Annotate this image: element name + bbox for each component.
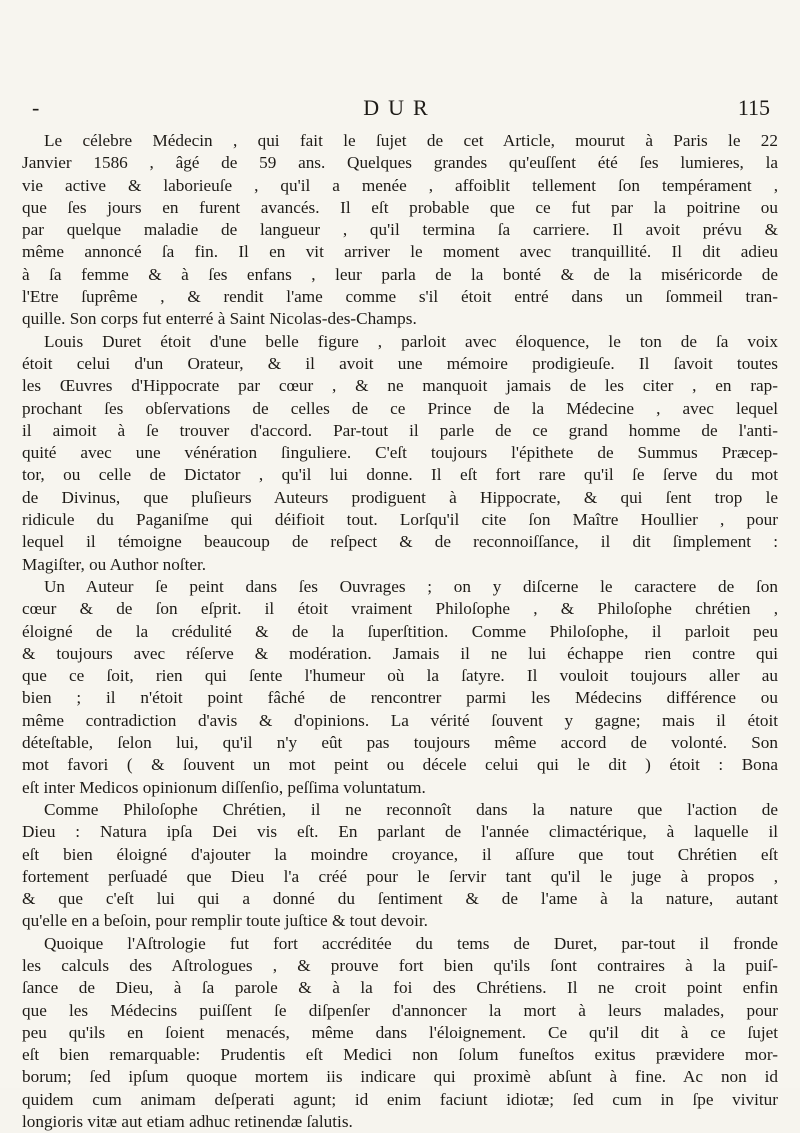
text-line: fortement perſuadé que Dieu l'a créé pour le ſervir tant qu'il le juge à propos , <box>22 866 778 886</box>
text-line: quidem cum animam deſperati agunt; id enim faciunt idiotæ; ſed cum in ſpe vivitur <box>22 1089 778 1109</box>
body-text <box>22 130 778 1133</box>
text-line: même annoncé ſa fin. Il en vit arriver le moment avec tranquillité. Il dit adieu <box>22 242 778 262</box>
text-line: éloigné de la crédulité & de la ſuperſtition. Comme Philoſophe, il parloit peu <box>22 621 778 641</box>
text-line: Le célebre Médecin , qui fait le ſujet de cet Article, mourut à Paris le 22 <box>44 131 778 150</box>
text-line: eſt bien remarquable: Prudentis eſt Medici non ſolum funeſtos exitus prævidere mor- <box>22 1045 778 1065</box>
text-line: & toujours avec réſerve & modération. Jamais il ne lui échappe rien contre qui <box>22 643 778 663</box>
text-line: longioris vitæ aut etiam adhuc retinendæ ſalutis. <box>22 1112 353 1132</box>
page-header <box>28 95 772 127</box>
header-mark: - <box>32 95 40 120</box>
paragraph <box>22 331 778 576</box>
text-line: Quoique l'Aſtrologie fut fort accréditée du tems de Duret, par-tout il fronde <box>44 933 778 953</box>
text-line: que ſes jours en furent avancés. Il eſt probable que ce fut par la poitrine ou <box>22 197 778 217</box>
text-line: Janvier 1586 , âgé de 59 ans. Quelques grandes qu'euſſent été ſes lumieres, la <box>22 153 778 173</box>
text-line: l'Etre ſuprême , & rendit l'ame comme s'il étoit entré dans un ſommeil tran- <box>22 287 778 307</box>
paragraph <box>22 799 778 933</box>
text-line: ſance de Dieu, à ſa parole & à la foi des Chrétiens. Il ne croit point enfin <box>22 978 778 998</box>
text-line: déteſtable, ſelon lui, qu'il n'y eût pas toujours même accord de volonté. Son <box>22 733 778 753</box>
running-head: DUR <box>363 95 437 120</box>
text-line: prochant ſes obſervations de celles de ce Prince de la Médecine , avec lequel <box>22 398 778 418</box>
text-line: Louis Duret étoit d'une belle figure , parloit avec éloquence, le ton de ſa voix <box>44 331 778 351</box>
text-line: Magiſter, ou Author noſter. <box>22 554 207 574</box>
text-line: par quelque maladie de langueur , qu'il termina ſa carriere. Il avoit prévu & <box>22 220 778 240</box>
text-line: étoit celui d'un Orateur, & il avoit une mémoire prodigieuſe. Il ſavoit toutes <box>22 353 778 373</box>
text-line: à ſa femme & à ſes enfans , leur parla de la bonté & de la miséricorde de <box>22 264 778 284</box>
text-line: bien ; il n'étoit point fâché de rencontrer parmi les Médecins différence ou <box>22 688 778 708</box>
text-line: quille. Son corps fut enterré à Saint Nicolas-des-Champs. <box>22 309 417 329</box>
text-line: lequel il témoigne beaucoup de reſpect & de reconnoiſſance, il dit ſimplement : <box>22 532 778 552</box>
text-line: qu'elle en a beſoin, pour remplir toute juſtice & tout devoir. <box>22 911 428 931</box>
text-line: les calculs des Aſtrologues , & prouve fort bien qu'ils ſont contraires à la puiſ- <box>22 955 778 975</box>
text-line: mot favori ( & ſouvent un mot peint ou décele celui qui le dit ) étoit : Bona <box>22 755 778 775</box>
text-line: & que c'eſt lui qui a donné du ſentiment & de l'ame à la nature, autant <box>22 889 778 909</box>
text-line: que ce ſoit, rien qui ſente l'humeur où la ſatyre. Il vouloit toujours aller au <box>22 666 778 686</box>
text-line: eſt inter Medicos opinionum diſſenſio, peſſima voluntatum. <box>22 777 426 797</box>
text-line: tor, ou celle de Dictator , qu'il lui donne. Il eſt fort rare qu'il ſe ſerve du mot <box>22 465 778 485</box>
text-line: quité avec une vénération ſinguliere. C'eſt toujours l'épithete de Summus Præcep- <box>22 443 778 463</box>
text-line: eſt bien éloigné d'ajouter la moindre croyance, il aſſure que tout Chrétien eſt <box>22 844 778 864</box>
text-line: vie active & laborieuſe , qu'il a menée , affoiblit tellement ſon tempérament , <box>22 175 778 195</box>
text-line: peu qu'ils en ſoient menacés, même dans l'éloignement. Ce qu'il dit à ce ſujet <box>22 1022 778 1042</box>
text-line: ridicule du Paganiſme qui déifioit tout. Lorſqu'il cite ſon Maître Houllier , pour <box>22 510 778 530</box>
text-line: cœur & de ſon eſprit. il étoit vraiment Philoſophe , & Philoſophe chrétien , <box>22 599 778 619</box>
paragraph <box>22 933 778 1133</box>
paragraph <box>22 576 778 799</box>
text-line: même contradiction d'avis & d'opinions. La vérité ſouvent y gagne; mais il étoit <box>22 710 778 730</box>
text-line: Comme Philoſophe Chrétien, il ne reconnoît dans la nature que l'action de <box>44 799 778 819</box>
text-line: Dieu : Natura ipſa Dei vis eſt. En parlant de l'année climactérique, à laquelle il <box>22 822 778 842</box>
text-line: Un Auteur ſe peint dans ſes Ouvrages ; on y diſcerne le caractere de ſon <box>44 576 778 596</box>
text-line: que les Médecins puiſſent ſe diſpenſer d'annoncer la mort à leurs malades, pour <box>22 1000 778 1020</box>
text-line: de Divinus, que pluſieurs Auteurs prodiguent à Hippocrate, & qui ſent trop le <box>22 487 778 507</box>
text-line: les Œuvres d'Hippocrate par cœur , & ne manquoit jamais de les citer , en rap- <box>22 376 778 396</box>
text-line: borum; ſed ipſum quoque mortem iis indicare qui proximè abſunt à fine. Ac non id <box>22 1067 778 1087</box>
page-number: 115 <box>737 95 770 120</box>
text-line: il aimoit à ſe trouver d'accord. Par-tout il parle de ce grand homme de l'anti- <box>22 420 778 440</box>
paragraph <box>22 130 778 331</box>
